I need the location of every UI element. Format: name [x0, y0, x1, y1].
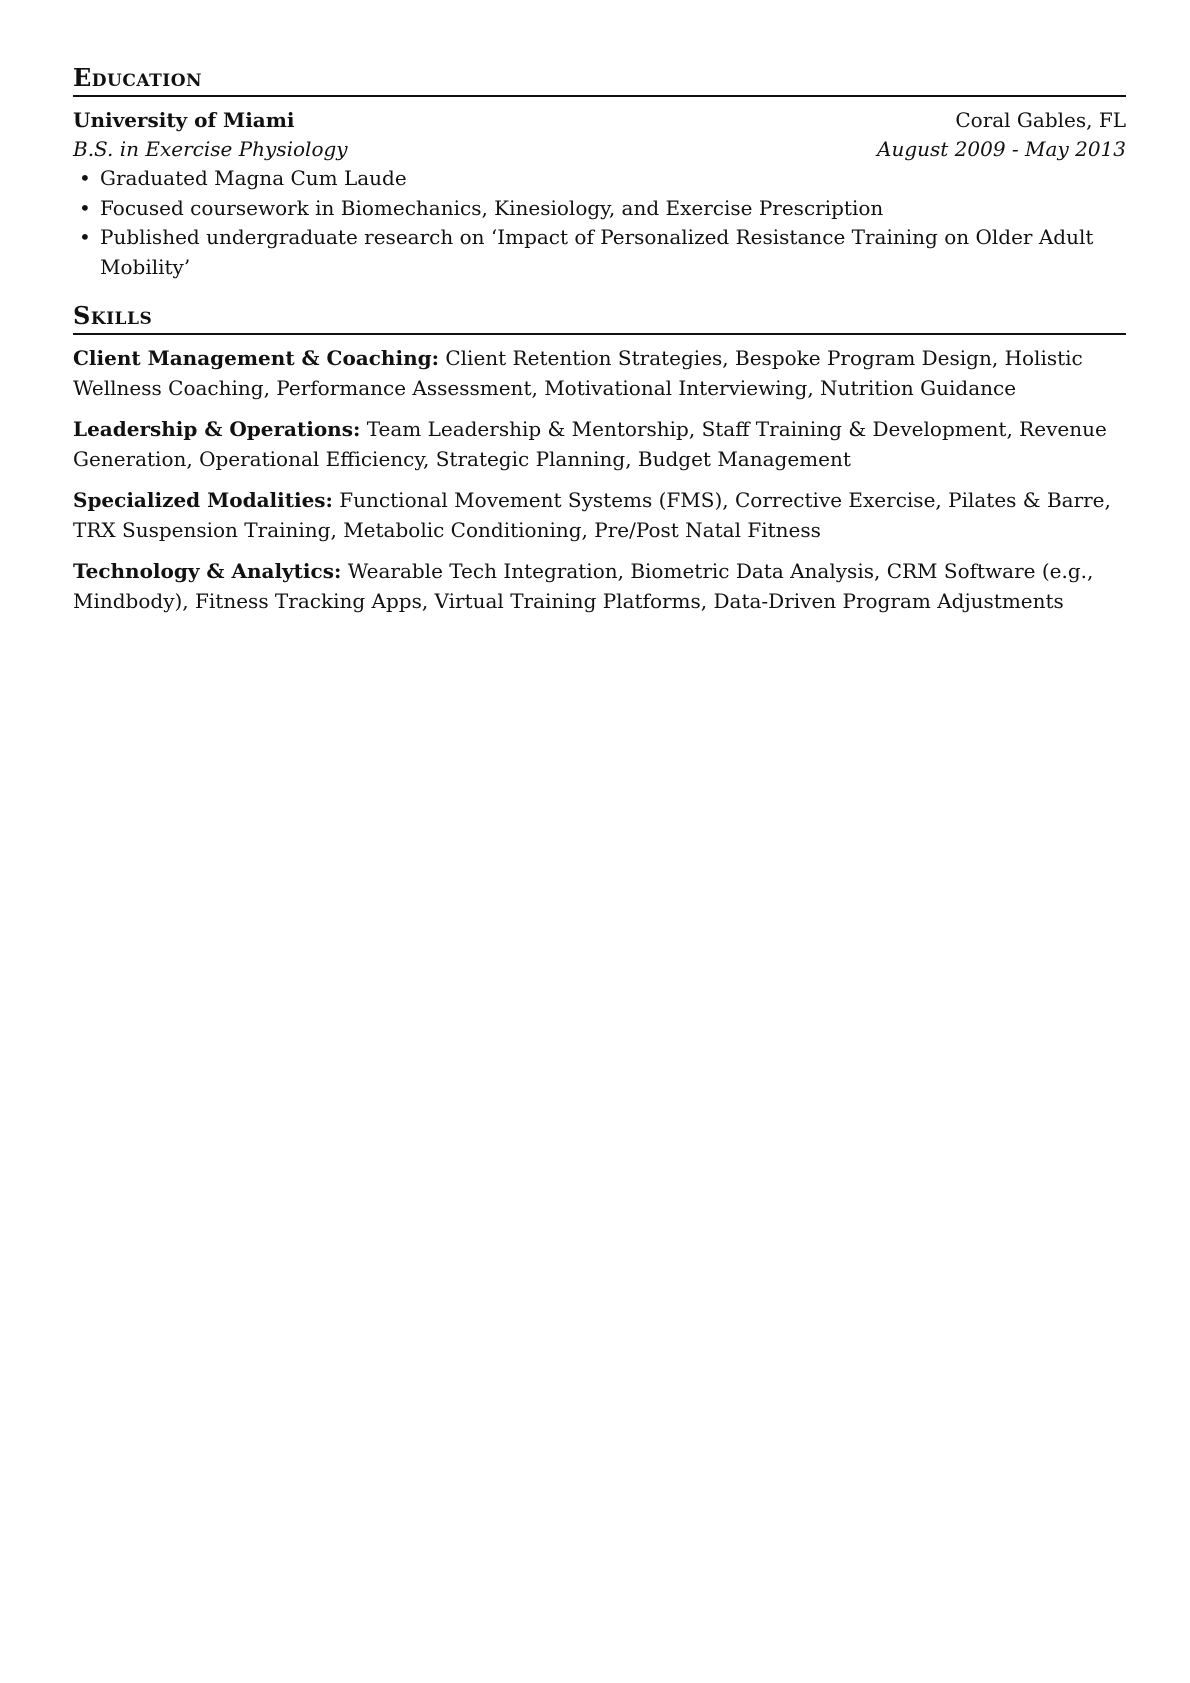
skill-text: Client Retention Strategies, Bespoke Program Design, Holistic Wellness Coaching, Performance Assessment, Motivational Interviewing, Nutrition Guidance [73, 346, 1083, 400]
school-name: University of Miami [73, 108, 295, 132]
skill-text: Functional Movement Systems (FMS), Corrective Exercise, Pilates & Barre, TRX Suspension Training, Metabolic Conditioning, Pre/Post Natal Fitness [73, 488, 1111, 542]
skill-label: Specialized Modalities: [73, 488, 333, 512]
education-heading: Education [73, 64, 1126, 97]
degree-dates: August 2009 - May 2013 [877, 137, 1126, 161]
education-bullet [73, 223, 1126, 282]
bullet-icon: • [79, 225, 91, 249]
skill-item [73, 344, 1126, 403]
education-bullet-text: Published undergraduate research on ‘Impact of Personalized Resistance Training on Older Adult Mobility’ [100, 225, 1094, 279]
skill-text: Wearable Tech Integration, Biometric Data Analysis, CRM Software (e.g., Mindbody), Fitness Tracking Apps, Virtual Training Platforms, Data-Driven Program Adjustments [73, 559, 1094, 613]
skill-item [73, 415, 1126, 474]
education-bullet-list [73, 164, 1126, 282]
education-school-row [73, 106, 1126, 135]
degree-name: B.S. in Exercise Physiology [73, 137, 348, 161]
skill-label: Technology & Analytics: [73, 559, 342, 583]
education-bullet [73, 164, 1126, 194]
skill-item [73, 557, 1126, 616]
education-bullet-text: Focused coursework in Biomechanics, Kinesiology, and Exercise Prescription [100, 195, 884, 220]
bullet-icon: • [79, 166, 91, 190]
skill-label: Client Management & Coaching: [73, 346, 439, 370]
education-bullet-text: Graduated Magna Cum Laude [100, 166, 407, 190]
education-section [73, 64, 1126, 282]
education-bullet [73, 194, 1126, 224]
skills-section [73, 302, 1126, 616]
skill-item [73, 486, 1126, 545]
skill-text: Team Leadership & Mentorship, Staff Training & Development, Revenue Generation, Operational Efficiency, Strategic Planning, Budget Management [73, 417, 1107, 471]
school-location: Coral Gables, FL [955, 108, 1126, 132]
education-degree-row [73, 135, 1126, 164]
bullet-icon: • [79, 195, 91, 220]
skill-label: Leadership & Operations: [73, 417, 361, 441]
skills-heading: Skills [73, 302, 1126, 335]
resume-page [73, 64, 1126, 628]
